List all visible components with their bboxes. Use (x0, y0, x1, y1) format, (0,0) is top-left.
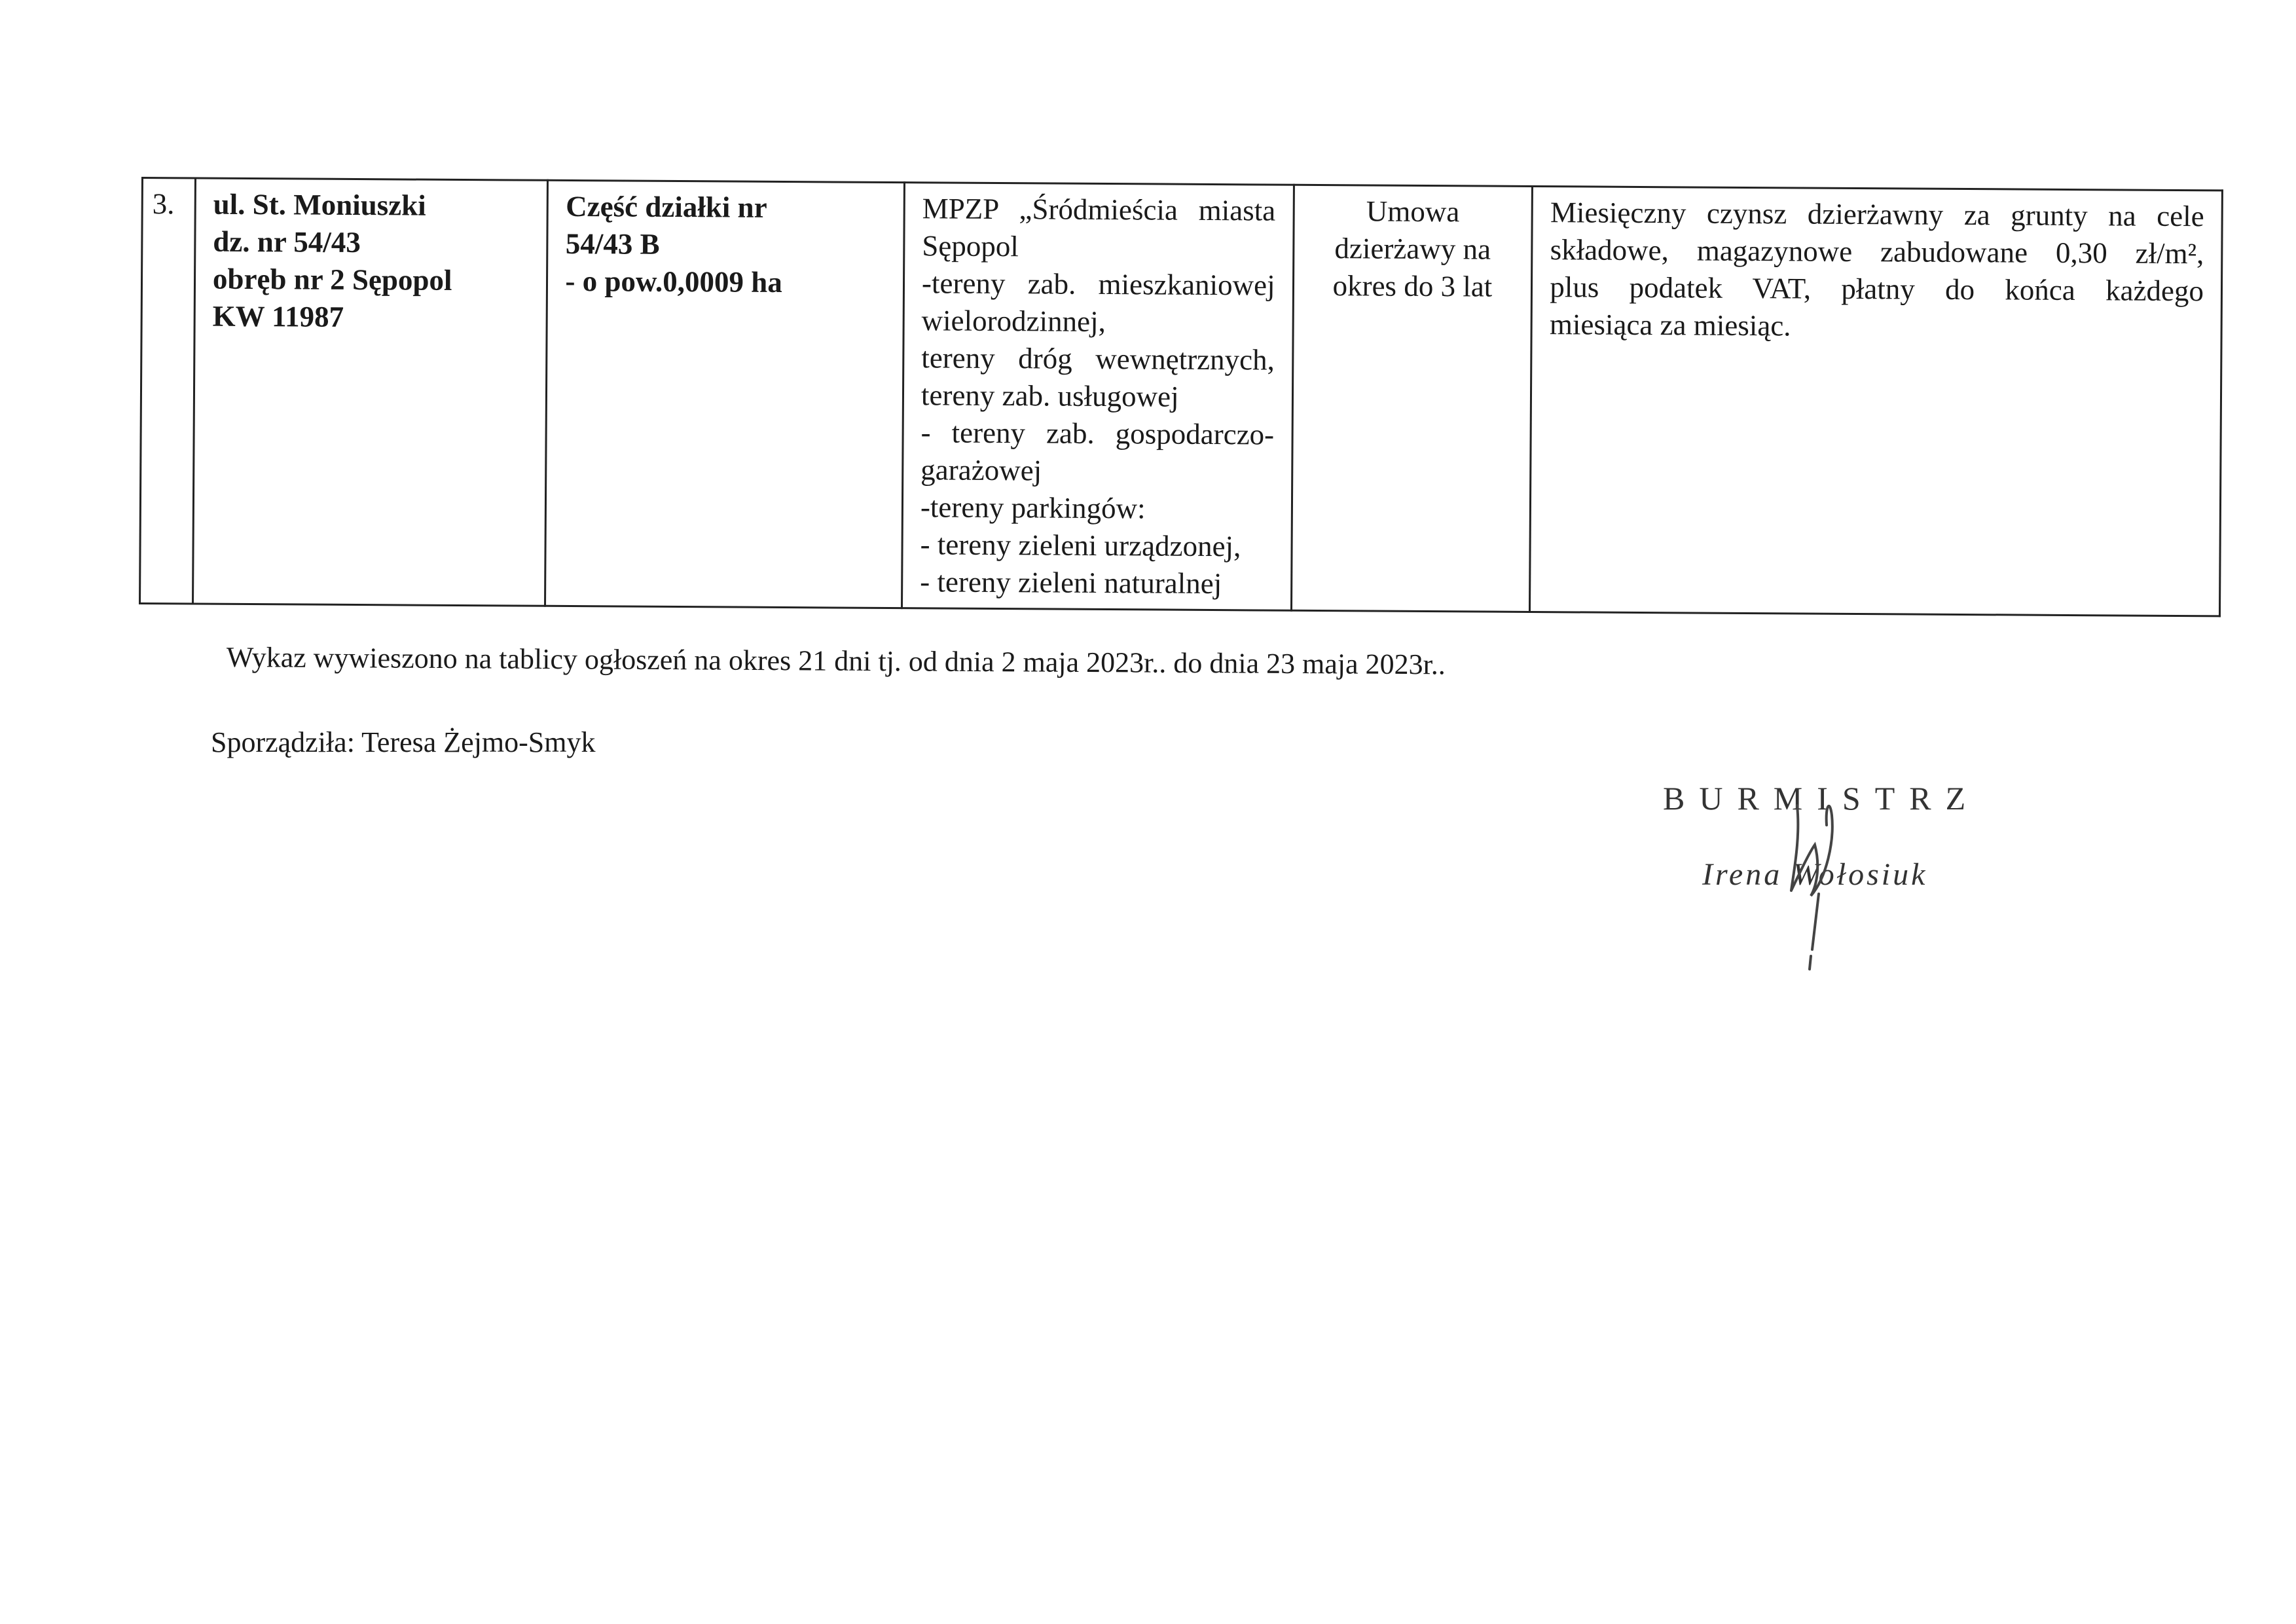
stamp-name: Irena Wołosiuk (1702, 857, 1928, 892)
stamp-title: BURMISTRZ (1663, 780, 1980, 817)
rent-line: Miesięczny czynsz dzierżawny za grunty na cele (1550, 196, 2204, 233)
zoning-line: MPZP „Śródmieścia miasta (922, 192, 1276, 227)
rent-line: plus podatek VAT, płatny do końca każdego (1550, 270, 2204, 308)
prepared-by: Sporządziła: Teresa Żejmo-Smyk (211, 726, 596, 758)
agreement-line: Umowa (1366, 194, 1460, 229)
plot-part-cell (545, 180, 904, 608)
property-listing-table (139, 177, 2223, 617)
street-name: ul. St. Moniuszki (213, 187, 426, 222)
rent-cell (1530, 186, 2223, 616)
zoning-line: wielorodzinnej, (921, 304, 1106, 339)
zoning-line: Sępopol (922, 229, 1019, 263)
posting-note: Wykaz wywieszono na tablicy ogłoszeń na okres 21 dni tj. od dnia 2 maja 2023r.. do dnia 23 maja 2023r.. (226, 640, 1446, 681)
signature-icon (1663, 779, 2030, 976)
zoning-line: garażowej (920, 453, 1042, 487)
zoning-line: - tereny zieleni urządzonej, (920, 528, 1241, 563)
precinct: obręb nr 2 Sępopol (212, 262, 452, 297)
row-number: 3. (152, 187, 175, 221)
land-register-number: KW 11987 (212, 299, 344, 333)
table-row (140, 178, 2223, 616)
plot-part-line: 54/43 B (565, 227, 660, 261)
location-cell (192, 178, 547, 606)
agreement-line: dzierżawy na (1334, 232, 1491, 266)
plot-part-line: Część działki nr (566, 189, 767, 224)
mayor-stamp (1663, 779, 2030, 976)
agreement-cell (1291, 185, 1533, 612)
zoning-line: - tereny zieleni naturalnej (920, 565, 1222, 600)
zoning-line: -tereny zab. mieszkaniowej (921, 267, 1275, 302)
zoning-cell (902, 183, 1294, 611)
rent-line: miesiąca za miesiąc. (1549, 308, 1791, 342)
row-number-cell (140, 178, 196, 604)
zoning-line: -tereny parkingów: (920, 490, 1146, 525)
plot-number: dz. nr 54/43 (213, 225, 361, 259)
plot-area: - o pow.0,0009 ha (565, 264, 782, 299)
zoning-line: tereny zab. usługowej (920, 378, 1179, 413)
zoning-line: tereny dróg wewnętrznych, (921, 341, 1275, 377)
agreement-line: okres do 3 lat (1332, 269, 1493, 303)
zoning-line: - tereny zab. gospodarczo- (920, 416, 1275, 451)
rent-line: składowe, magazynowe zabudowane 0,30 zł/m², (1550, 233, 2204, 270)
